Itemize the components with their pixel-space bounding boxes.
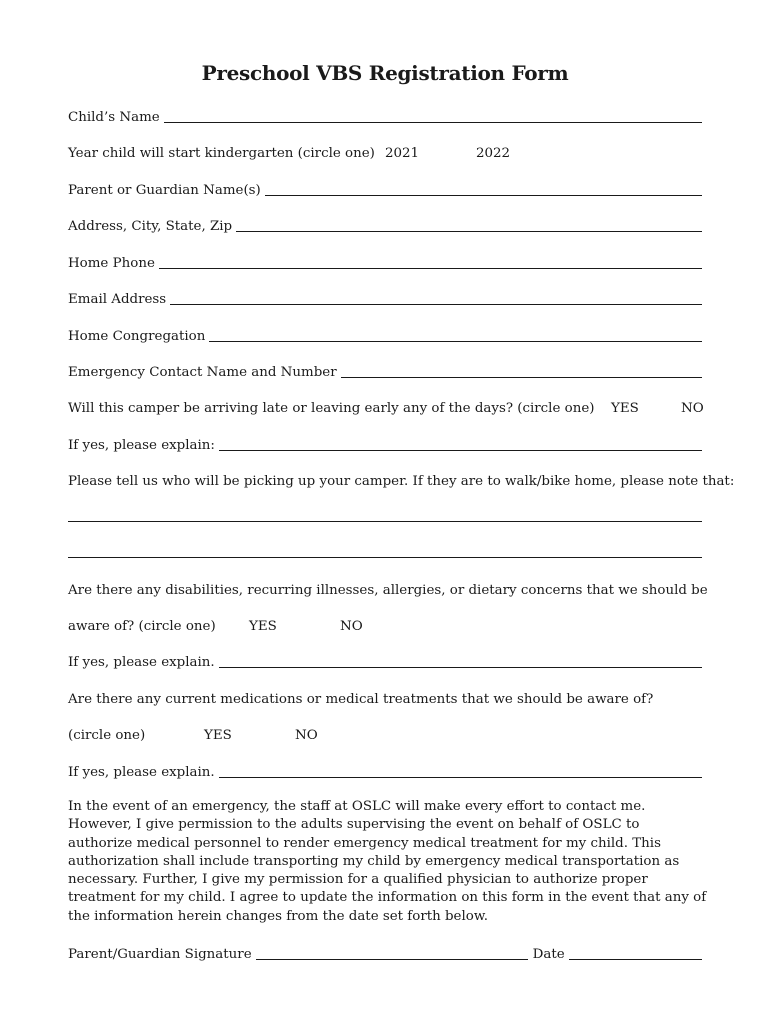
emergency-contact-row [68, 361, 702, 381]
date-label: Date [532, 947, 565, 962]
late-early-label: Will this camper be arriving late or leaving early any of the days? (circle one) [68, 401, 595, 416]
email-field[interactable] [170, 304, 702, 305]
kindergarten-option-2022[interactable]: 2022 [476, 146, 511, 161]
disabilities-no-option[interactable]: NO [340, 619, 363, 634]
disabilities-explain-label: If yes, please explain. [68, 655, 215, 670]
address-row [68, 215, 702, 235]
signature-field[interactable] [256, 959, 528, 960]
child-name-label: Child’s Name [68, 110, 160, 125]
disabilities-row-1 [68, 579, 708, 599]
congregation-label: Home Congregation [68, 329, 206, 344]
congregation-row [68, 325, 702, 345]
late-early-yes-option[interactable]: YES [611, 401, 639, 416]
home-phone-label: Home Phone [68, 256, 155, 271]
disabilities-yes-option[interactable]: YES [249, 619, 277, 634]
disabilities-explain-row [68, 651, 702, 671]
signature-label: Parent/Guardian Signature [68, 947, 252, 962]
consent-paragraph: In the event of an emergency, the staff at OSLC will make every effort to contact me. However, I give permission to the adults supervising the event on behalf of OSLC to authorize medical personnel to render emergency medical treatment for my child. This authorization shall include transporting my child by emergency medical transportation as necessary. Further, I give my permission for a qualified physician to authorize proper treatment for my child. I agree to update the information on this form in the event that any of the information herein changes from the date set forth below. [68, 799, 707, 924]
disabilities-explain-field[interactable] [219, 667, 702, 668]
disabilities-row-2 [68, 615, 702, 635]
late-early-explain-label: If yes, please explain: [68, 438, 215, 453]
pickup-label: Please tell us who will be picking up your camper. If they are to walk/bike home, please note that: [68, 474, 735, 489]
parent-name-row [68, 179, 702, 199]
medications-explain-field[interactable] [219, 777, 702, 778]
home-phone-row [68, 252, 702, 272]
emergency-contact-field[interactable] [341, 377, 702, 378]
child-name-row [68, 106, 702, 126]
late-early-no-option[interactable]: NO [681, 401, 704, 416]
home-phone-field[interactable] [159, 268, 702, 269]
address-field[interactable] [236, 231, 702, 232]
disabilities-label-1: Are there any disabilities, recurring illnesses, allergies, or dietary concerns that we should be [68, 583, 708, 598]
pickup-field-line-1[interactable] [68, 521, 702, 522]
parent-name-label: Parent or Guardian Name(s) [68, 183, 261, 198]
late-early-row [68, 397, 702, 417]
address-label: Address, City, State, Zip [68, 219, 233, 234]
medications-no-option[interactable]: NO [295, 728, 318, 743]
parent-name-field[interactable] [265, 195, 702, 196]
late-early-explain-field[interactable] [219, 450, 702, 451]
medications-label: Are there any current medications or medical treatments that we should be aware of? [68, 692, 654, 707]
signature-row [68, 943, 702, 963]
child-name-field[interactable] [164, 122, 702, 123]
medications-explain-label: If yes, please explain. [68, 765, 215, 780]
kindergarten-option-2021[interactable]: 2021 [385, 146, 420, 161]
pickup-field-line-2[interactable] [68, 557, 702, 558]
late-early-explain-row [68, 434, 702, 454]
medications-yes-option[interactable]: YES [204, 728, 232, 743]
emergency-contact-label: Emergency Contact Name and Number [68, 365, 337, 380]
date-field[interactable] [569, 959, 702, 960]
pickup-row [68, 470, 735, 490]
kindergarten-label: Year child will start kindergarten (circle one) [68, 146, 375, 161]
congregation-field[interactable] [209, 341, 702, 342]
form-title: Preschool VBS Registration Form [201, 61, 569, 85]
medications-circle-label: (circle one) [68, 728, 146, 743]
email-row [68, 288, 702, 308]
disabilities-label-2: aware of? (circle one) [68, 619, 216, 634]
medications-row [68, 688, 702, 708]
medications-explain-row [68, 761, 702, 781]
medications-circle-row [68, 724, 702, 744]
email-label: Email Address [68, 292, 167, 307]
